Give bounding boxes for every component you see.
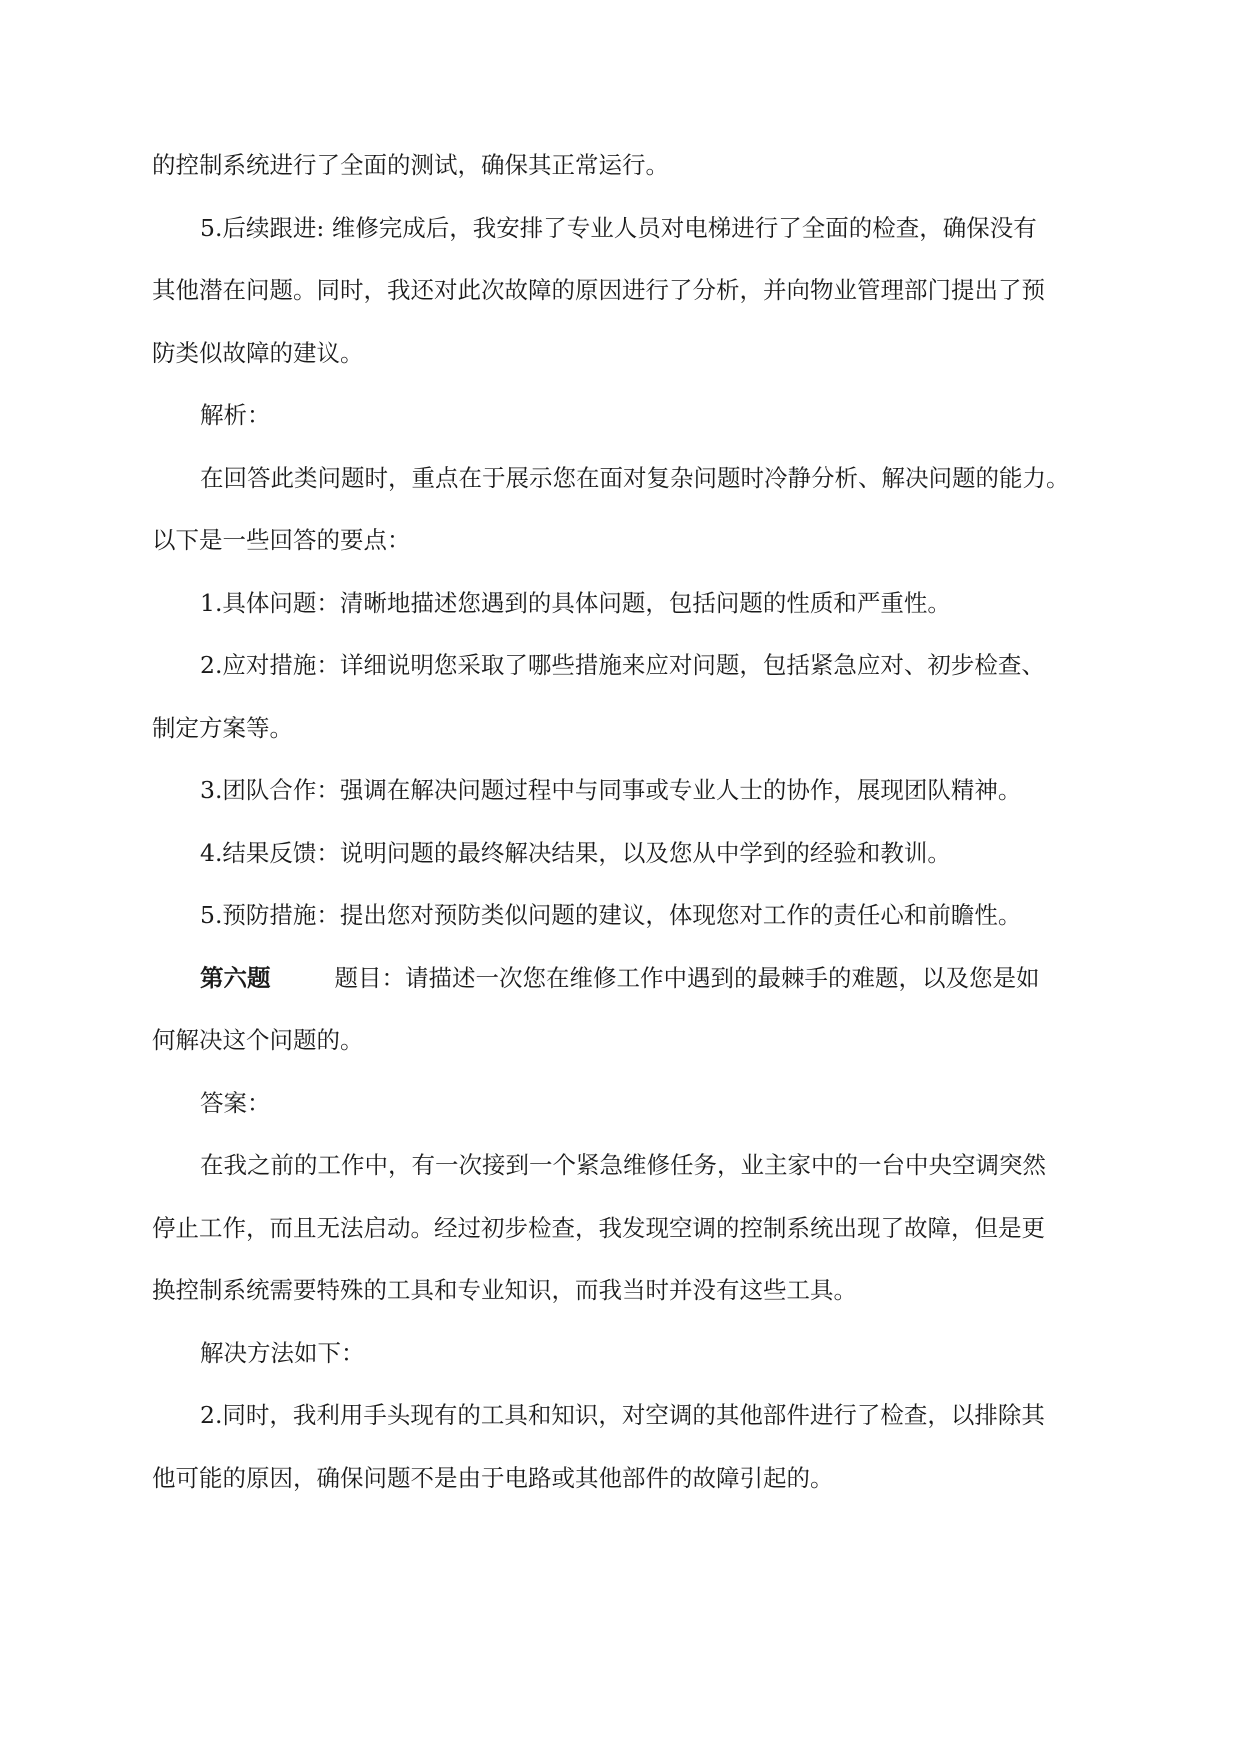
question-6-text: 题目：请描述一次您在维修工作中遇到的最棘手的难题，以及您是如 [334,964,1040,992]
paragraph-line: 防类似故障的建议。 [152,339,364,367]
question-6-heading: 第六题 [200,964,271,992]
list-item-5: 5.预防措施：提出您对预防类似问题的建议，体现您对工作的责任心和前瞻性。 [200,901,1022,929]
list-item-3: 3.团队合作：强调在解决问题过程中与同事或专业人士的协作，展现团队精神。 [200,776,1022,804]
paragraph-line: 换控制系统需要特殊的工具和专业知识，而我当时并没有这些工具。 [152,1276,857,1304]
paragraph-line: 在回答此类问题时，重点在于展示您在面对复杂问题时冷静分析、解决问题的能力。 [200,464,1070,492]
paragraph-line: 的控制系统进行了全面的测试，确保其正常运行。 [152,151,669,179]
list-item-4: 4.结果反馈：说明问题的最终解决结果，以及您从中学到的经验和教训。 [200,839,951,867]
list-item-5-follow-up: 5.后续跟进: 维修完成后，我安排了专业人员对电梯进行了全面的检查，确保没有 [200,214,1037,242]
solution-heading: 解决方法如下： [200,1339,365,1367]
paragraph-line: 以下是一些回答的要点： [152,526,411,554]
analysis-heading: 解析： [200,401,271,429]
solution-item-2: 2.同时，我利用手头现有的工具和知识，对空调的其他部件进行了检查，以排除其 [200,1401,1045,1429]
paragraph-line: 其他潜在问题。同时，我还对此次故障的原因进行了分析，并向物业管理部门提出了预 [152,276,1045,304]
question-6-text-cont: 何解决这个问题的。 [152,1026,364,1054]
question-6-line [200,963,1040,993]
list-item-1: 1.具体问题：清晰地描述您遇到的具体问题，包括问题的性质和严重性。 [200,589,951,617]
paragraph-line: 制定方案等。 [152,714,293,742]
paragraph-line: 停止工作，而且无法启动。经过初步检查，我发现空调的控制系统出现了故障，但是更 [152,1214,1045,1242]
answer-heading: 答案： [200,1089,271,1117]
paragraph-line: 在我之前的工作中，有一次接到一个紧急维修任务，业主家中的一台中央空调突然 [200,1151,1046,1179]
list-item-2: 2.应对措施：详细说明您采取了哪些措施来应对问题，包括紧急应对、初步检查、 [200,651,1045,679]
paragraph-line: 他可能的原因，确保问题不是由于电路或其他部件的故障引起的。 [152,1464,834,1492]
